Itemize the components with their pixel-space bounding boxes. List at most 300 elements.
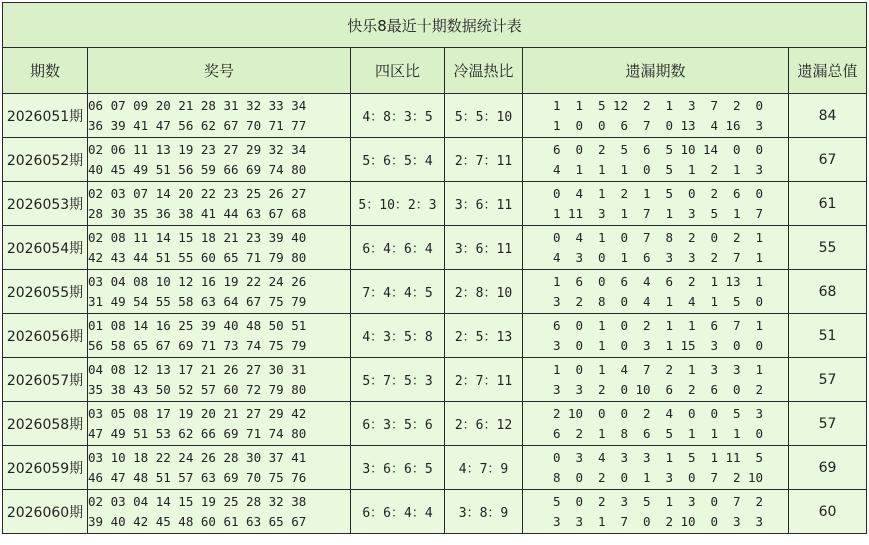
- miss-value: 6: [552, 317, 561, 333]
- miss-value: 2: [687, 229, 696, 245]
- miss-line: [538, 292, 767, 312]
- miss-value: 6: [732, 185, 741, 201]
- miss-value: 0: [755, 185, 763, 201]
- miss-value: 10: [567, 405, 583, 421]
- miss-value: 0: [552, 449, 561, 465]
- miss-value: 1: [732, 205, 741, 221]
- miss-value: 11: [567, 205, 583, 221]
- miss-value: 4: [710, 117, 718, 133]
- miss-value: 5: [732, 405, 741, 421]
- title-row: [3, 3, 867, 48]
- numbers-line: 39 40 42 45 48 60 61 63 65 67: [88, 513, 307, 529]
- miss-value: 4: [575, 229, 583, 245]
- miss-value: 6: [552, 141, 561, 157]
- miss-value: 7: [620, 513, 628, 529]
- miss-value: 3: [687, 97, 696, 113]
- miss-value: 2: [597, 141, 606, 157]
- miss-value: 0: [710, 493, 718, 509]
- numbers-line: 03 10 18 22 24 26 28 30 37 41: [88, 449, 307, 465]
- miss-value: 10: [747, 469, 763, 485]
- miss-value: 5: [687, 449, 696, 465]
- miss-value: 1: [642, 469, 651, 485]
- miss-line: [538, 448, 767, 468]
- miss-value: 3: [732, 513, 741, 529]
- miss-value: 0: [620, 293, 628, 309]
- miss-value: 1: [620, 161, 628, 177]
- miss-value: 1: [665, 449, 673, 465]
- period-cell: 2026057期: [3, 358, 88, 402]
- miss-period-cell: [523, 226, 789, 270]
- miss-value: 0: [642, 161, 651, 177]
- temp-ratio-cell: 2：7：11: [445, 358, 523, 402]
- period-cell: 2026051期: [3, 94, 88, 138]
- miss-value: 6: [642, 249, 651, 265]
- miss-value: 7: [710, 97, 718, 113]
- miss-value: 6: [642, 425, 651, 441]
- miss-line: [538, 248, 767, 268]
- miss-value: 3: [710, 361, 718, 377]
- numbers-cell: [88, 490, 351, 534]
- miss-value: 0: [755, 337, 763, 353]
- numbers-line: 31 49 54 55 58 63 64 67 75 79: [88, 293, 307, 309]
- miss-line: [538, 140, 767, 160]
- miss-value: 0: [597, 117, 606, 133]
- table-row: [3, 270, 867, 314]
- miss-period-cell: [523, 182, 789, 226]
- miss-value: 3: [732, 361, 741, 377]
- miss-value: 1: [665, 493, 673, 509]
- table-row: [3, 138, 867, 182]
- zone-ratio-cell: 5：6：5：4: [351, 138, 445, 182]
- miss-value: 0: [755, 141, 763, 157]
- miss-value: 5: [552, 493, 561, 509]
- miss-value: 7: [755, 205, 763, 221]
- miss-value: 1: [665, 205, 673, 221]
- numbers-line: 03 04 08 10 12 16 19 22 24 26: [88, 273, 307, 289]
- stats-table-container: [2, 2, 867, 534]
- miss-value: 3: [755, 117, 763, 133]
- miss-value: 0: [732, 337, 741, 353]
- miss-value: 0: [620, 229, 628, 245]
- miss-value: 1: [597, 317, 606, 333]
- miss-value: 0: [687, 469, 696, 485]
- miss-value: 3: [642, 337, 651, 353]
- miss-value: 4: [575, 185, 583, 201]
- miss-value: 1: [620, 249, 628, 265]
- numbers-line: 01 08 14 16 25 39 40 48 50 51: [88, 317, 307, 333]
- miss-value: 4: [620, 361, 628, 377]
- header-temp-ratio: 冷温热比: [445, 48, 523, 94]
- temp-ratio-cell: 5：5：10: [445, 94, 523, 138]
- miss-value: 0: [552, 185, 561, 201]
- period-cell: 2026056期: [3, 314, 88, 358]
- period-cell: 2026054期: [3, 226, 88, 270]
- miss-value: 7: [642, 361, 651, 377]
- zone-ratio-cell: 4：3：5：8: [351, 314, 445, 358]
- table-title: 快乐8最近十期数据统计表: [3, 3, 867, 48]
- miss-value: 3: [755, 513, 763, 529]
- miss-value: 6: [665, 381, 673, 397]
- miss-value: 0: [687, 405, 696, 421]
- miss-value: 2: [620, 185, 628, 201]
- temp-ratio-cell: 2：7：11: [445, 138, 523, 182]
- miss-value: 6: [642, 141, 651, 157]
- miss-value: 3: [687, 493, 696, 509]
- miss-value: 13: [725, 273, 741, 289]
- miss-period-cell: [523, 358, 789, 402]
- miss-value: 12: [612, 97, 628, 113]
- miss-line: [538, 336, 767, 356]
- miss-value: 5: [710, 205, 718, 221]
- miss-value: 0: [710, 513, 718, 529]
- miss-value: 3: [710, 337, 718, 353]
- miss-value: 0: [755, 293, 763, 309]
- miss-value: 0: [642, 513, 651, 529]
- miss-value: 0: [687, 185, 696, 201]
- miss-value: 14: [702, 141, 718, 157]
- miss-value: 1: [710, 425, 718, 441]
- table-row: [3, 402, 867, 446]
- miss-value: 3: [575, 513, 583, 529]
- miss-value: 1: [620, 205, 628, 221]
- miss-value: 5: [755, 449, 763, 465]
- miss-value: 7: [732, 493, 741, 509]
- miss-total-cell: 57: [789, 358, 867, 402]
- miss-value: 5: [732, 293, 741, 309]
- numbers-line: 28 30 35 36 38 41 44 63 67 68: [88, 205, 307, 221]
- miss-value: 1: [552, 205, 561, 221]
- miss-value: 1: [687, 361, 696, 377]
- miss-total-cell: 51: [789, 314, 867, 358]
- period-cell: 2026059期: [3, 446, 88, 490]
- numbers-line: 40 45 49 51 56 59 66 69 74 80: [88, 161, 307, 177]
- miss-value: 8: [597, 293, 606, 309]
- miss-value: 1: [732, 161, 741, 177]
- numbers-line: 03 05 08 17 19 20 21 27 29 42: [88, 405, 307, 421]
- miss-line: [538, 204, 767, 224]
- temp-ratio-cell: 4：7：9: [445, 446, 523, 490]
- temp-ratio-cell: 2：5：13: [445, 314, 523, 358]
- miss-value: 4: [642, 293, 651, 309]
- temp-ratio-cell: 3：6：11: [445, 226, 523, 270]
- miss-value: 3: [665, 249, 673, 265]
- miss-value: 5: [620, 141, 628, 157]
- miss-value: 5: [665, 425, 673, 441]
- miss-total-cell: 60: [789, 490, 867, 534]
- miss-value: 0: [620, 405, 628, 421]
- miss-total-cell: 68: [789, 270, 867, 314]
- table-body: [3, 94, 867, 534]
- period-cell: 2026052期: [3, 138, 88, 182]
- miss-value: 3: [575, 381, 583, 397]
- miss-value: 2: [755, 493, 763, 509]
- miss-value: 4: [642, 273, 651, 289]
- miss-value: 2: [732, 97, 741, 113]
- miss-value: 0: [755, 425, 763, 441]
- miss-value: 1: [710, 273, 718, 289]
- numbers-line: 35 38 43 50 52 57 60 72 79 80: [88, 381, 307, 397]
- miss-value: 1: [755, 361, 763, 377]
- miss-value: 6: [710, 381, 718, 397]
- miss-value: 0: [710, 229, 718, 245]
- miss-value: 7: [642, 117, 651, 133]
- stats-table: [2, 2, 867, 534]
- miss-value: 1: [710, 293, 718, 309]
- period-cell: 2026053期: [3, 182, 88, 226]
- miss-value: 0: [597, 273, 606, 289]
- miss-value: 2: [710, 161, 718, 177]
- miss-value: 6: [710, 317, 718, 333]
- header-numbers: 奖号: [88, 48, 351, 94]
- miss-value: 2: [710, 249, 718, 265]
- miss-line: [538, 360, 767, 380]
- temp-ratio-cell: 2：8：10: [445, 270, 523, 314]
- miss-value: 7: [642, 229, 651, 245]
- miss-period-cell: [523, 270, 789, 314]
- miss-value: 7: [732, 249, 741, 265]
- numbers-cell: [88, 446, 351, 490]
- miss-value: 10: [680, 141, 696, 157]
- miss-value: 0: [575, 361, 583, 377]
- zone-ratio-cell: 5：10：2：3: [351, 182, 445, 226]
- miss-value: 1: [597, 361, 606, 377]
- numbers-line: 02 03 07 14 20 22 23 25 26 27: [88, 185, 307, 201]
- miss-total-cell: 67: [789, 138, 867, 182]
- miss-value: 1: [552, 117, 561, 133]
- miss-value: 0: [620, 381, 628, 397]
- numbers-line: 04 08 12 13 17 21 26 27 30 31: [88, 361, 307, 377]
- miss-value: 1: [597, 513, 606, 529]
- miss-value: 0: [755, 97, 763, 113]
- miss-value: 5: [665, 185, 673, 201]
- table-row: [3, 490, 867, 534]
- miss-value: 10: [635, 381, 651, 397]
- miss-value: 4: [552, 161, 561, 177]
- miss-value: 1: [642, 185, 651, 201]
- header-row: [3, 48, 867, 94]
- miss-period-cell: [523, 446, 789, 490]
- miss-value: 6: [575, 273, 583, 289]
- miss-value: 6: [620, 117, 628, 133]
- header-zone-ratio: 四区比: [351, 48, 445, 94]
- miss-total-cell: 84: [789, 94, 867, 138]
- period-cell: 2026060期: [3, 490, 88, 534]
- miss-value: 1: [755, 229, 763, 245]
- miss-line: [538, 96, 767, 116]
- miss-value: 7: [732, 317, 741, 333]
- numbers-line: 42 43 44 51 55 60 65 71 79 80: [88, 249, 307, 265]
- miss-value: 3: [597, 205, 606, 221]
- numbers-cell: [88, 226, 351, 270]
- miss-period-cell: [523, 314, 789, 358]
- miss-value: 2: [597, 493, 606, 509]
- miss-value: 1: [665, 97, 673, 113]
- numbers-line: 56 58 65 67 69 71 73 74 75 79: [88, 337, 307, 353]
- temp-ratio-cell: 3：6：11: [445, 182, 523, 226]
- miss-line: [538, 404, 767, 424]
- miss-value: 0: [597, 405, 606, 421]
- miss-value: 8: [665, 229, 673, 245]
- miss-value: 1: [552, 97, 561, 113]
- miss-value: 3: [642, 449, 651, 465]
- miss-value: 3: [755, 161, 763, 177]
- miss-value: 2: [687, 381, 696, 397]
- miss-value: 2: [597, 469, 606, 485]
- miss-value: 1: [732, 425, 741, 441]
- miss-value: 1: [597, 185, 606, 201]
- miss-value: 2: [732, 469, 741, 485]
- miss-value: 3: [575, 249, 583, 265]
- table-row: [3, 314, 867, 358]
- miss-value: 1: [755, 249, 763, 265]
- miss-value: 15: [680, 337, 696, 353]
- miss-value: 1: [575, 97, 583, 113]
- miss-line: [538, 160, 767, 180]
- miss-value: 5: [665, 141, 673, 157]
- miss-value: 0: [620, 317, 628, 333]
- miss-line: [538, 424, 767, 444]
- miss-line: [538, 228, 767, 248]
- table-row: [3, 446, 867, 490]
- numbers-cell: [88, 182, 351, 226]
- miss-line: [538, 380, 767, 400]
- period-cell: 2026058期: [3, 402, 88, 446]
- miss-value: 2: [710, 185, 718, 201]
- miss-value: 2: [665, 361, 673, 377]
- miss-value: 3: [755, 405, 763, 421]
- numbers-cell: [88, 270, 351, 314]
- miss-value: 1: [665, 293, 673, 309]
- miss-value: 2: [732, 229, 741, 245]
- miss-value: 1: [687, 161, 696, 177]
- miss-value: 0: [665, 117, 673, 133]
- miss-value: 3: [687, 205, 696, 221]
- miss-value: 6: [620, 273, 628, 289]
- miss-value: 0: [620, 469, 628, 485]
- miss-value: 2: [665, 513, 673, 529]
- miss-value: 2: [687, 273, 696, 289]
- miss-value: 0: [575, 337, 583, 353]
- miss-value: 0: [575, 317, 583, 333]
- miss-line: [538, 468, 767, 488]
- miss-value: 2: [755, 381, 763, 397]
- zone-ratio-cell: 4：8：3：5: [351, 94, 445, 138]
- miss-value: 1: [597, 337, 606, 353]
- table-row: [3, 94, 867, 138]
- zone-ratio-cell: 6：4：6：4: [351, 226, 445, 270]
- miss-total-cell: 57: [789, 402, 867, 446]
- numbers-line: 47 49 51 53 62 66 69 71 74 80: [88, 425, 307, 441]
- miss-value: 3: [552, 513, 561, 529]
- zone-ratio-cell: 3：6：6：5: [351, 446, 445, 490]
- miss-value: 0: [575, 469, 583, 485]
- miss-value: 1: [755, 317, 763, 333]
- miss-line: [538, 184, 767, 204]
- miss-period-cell: [523, 138, 789, 182]
- miss-value: 2: [597, 381, 606, 397]
- miss-value: 0: [575, 493, 583, 509]
- miss-total-cell: 55: [789, 226, 867, 270]
- table-row: [3, 358, 867, 402]
- miss-value: 2: [552, 405, 561, 421]
- miss-value: 2: [575, 293, 583, 309]
- miss-value: 10: [680, 513, 696, 529]
- miss-line: [538, 116, 767, 136]
- miss-value: 7: [710, 469, 718, 485]
- miss-value: 0: [732, 381, 741, 397]
- miss-value: 11: [725, 449, 741, 465]
- miss-value: 1: [755, 273, 763, 289]
- numbers-cell: [88, 314, 351, 358]
- miss-value: 1: [597, 229, 606, 245]
- miss-value: 1: [552, 361, 561, 377]
- miss-value: 0: [710, 405, 718, 421]
- miss-line: [538, 512, 767, 532]
- miss-period-cell: [523, 94, 789, 138]
- miss-value: 0: [597, 249, 606, 265]
- miss-value: 2: [642, 405, 651, 421]
- zone-ratio-cell: 6：6：4：4: [351, 490, 445, 534]
- miss-value: 1: [597, 425, 606, 441]
- miss-value: 5: [597, 97, 606, 113]
- miss-value: 5: [642, 493, 651, 509]
- miss-value: 4: [597, 449, 606, 465]
- table-row: [3, 226, 867, 270]
- miss-line: [538, 316, 767, 336]
- miss-value: 4: [687, 293, 696, 309]
- miss-line: [538, 492, 767, 512]
- miss-value: 3: [687, 249, 696, 265]
- zone-ratio-cell: 6：3：5：6: [351, 402, 445, 446]
- numbers-cell: [88, 138, 351, 182]
- miss-value: 13: [680, 117, 696, 133]
- miss-value: 1: [597, 161, 606, 177]
- miss-value: 3: [552, 337, 561, 353]
- zone-ratio-cell: 7：4：4：5: [351, 270, 445, 314]
- miss-value: 2: [642, 317, 651, 333]
- header-period: 期数: [3, 48, 88, 94]
- miss-value: 16: [725, 117, 741, 133]
- miss-value: 3: [552, 293, 561, 309]
- numbers-line: 36 39 41 47 56 62 67 70 71 77: [88, 117, 307, 133]
- miss-value: 6: [552, 425, 561, 441]
- miss-value: 4: [665, 405, 673, 421]
- numbers-line: 02 06 11 13 19 23 27 29 32 34: [88, 141, 307, 157]
- miss-value: 1: [687, 425, 696, 441]
- miss-value: 1: [687, 317, 696, 333]
- miss-value: 3: [552, 381, 561, 397]
- zone-ratio-cell: 5：7：5：3: [351, 358, 445, 402]
- numbers-line: 02 08 11 14 15 18 21 23 39 40: [88, 229, 307, 245]
- miss-value: 3: [575, 449, 583, 465]
- numbers-line: 46 47 48 51 57 63 69 70 75 76: [88, 469, 307, 485]
- temp-ratio-cell: 3：8：9: [445, 490, 523, 534]
- miss-value: 4: [552, 249, 561, 265]
- miss-period-cell: [523, 490, 789, 534]
- miss-value: 1: [552, 273, 561, 289]
- numbers-line: 06 07 09 20 21 28 31 32 33 34: [88, 97, 307, 113]
- miss-value: 7: [642, 205, 651, 221]
- miss-value: 0: [575, 141, 583, 157]
- miss-value: 0: [620, 337, 628, 353]
- miss-value: 0: [552, 229, 561, 245]
- table-row: [3, 182, 867, 226]
- numbers-cell: [88, 94, 351, 138]
- miss-value: 0: [575, 117, 583, 133]
- miss-value: 1: [665, 317, 673, 333]
- numbers-line: 02 03 04 14 15 19 25 28 32 38: [88, 493, 307, 509]
- miss-value: 0: [732, 141, 741, 157]
